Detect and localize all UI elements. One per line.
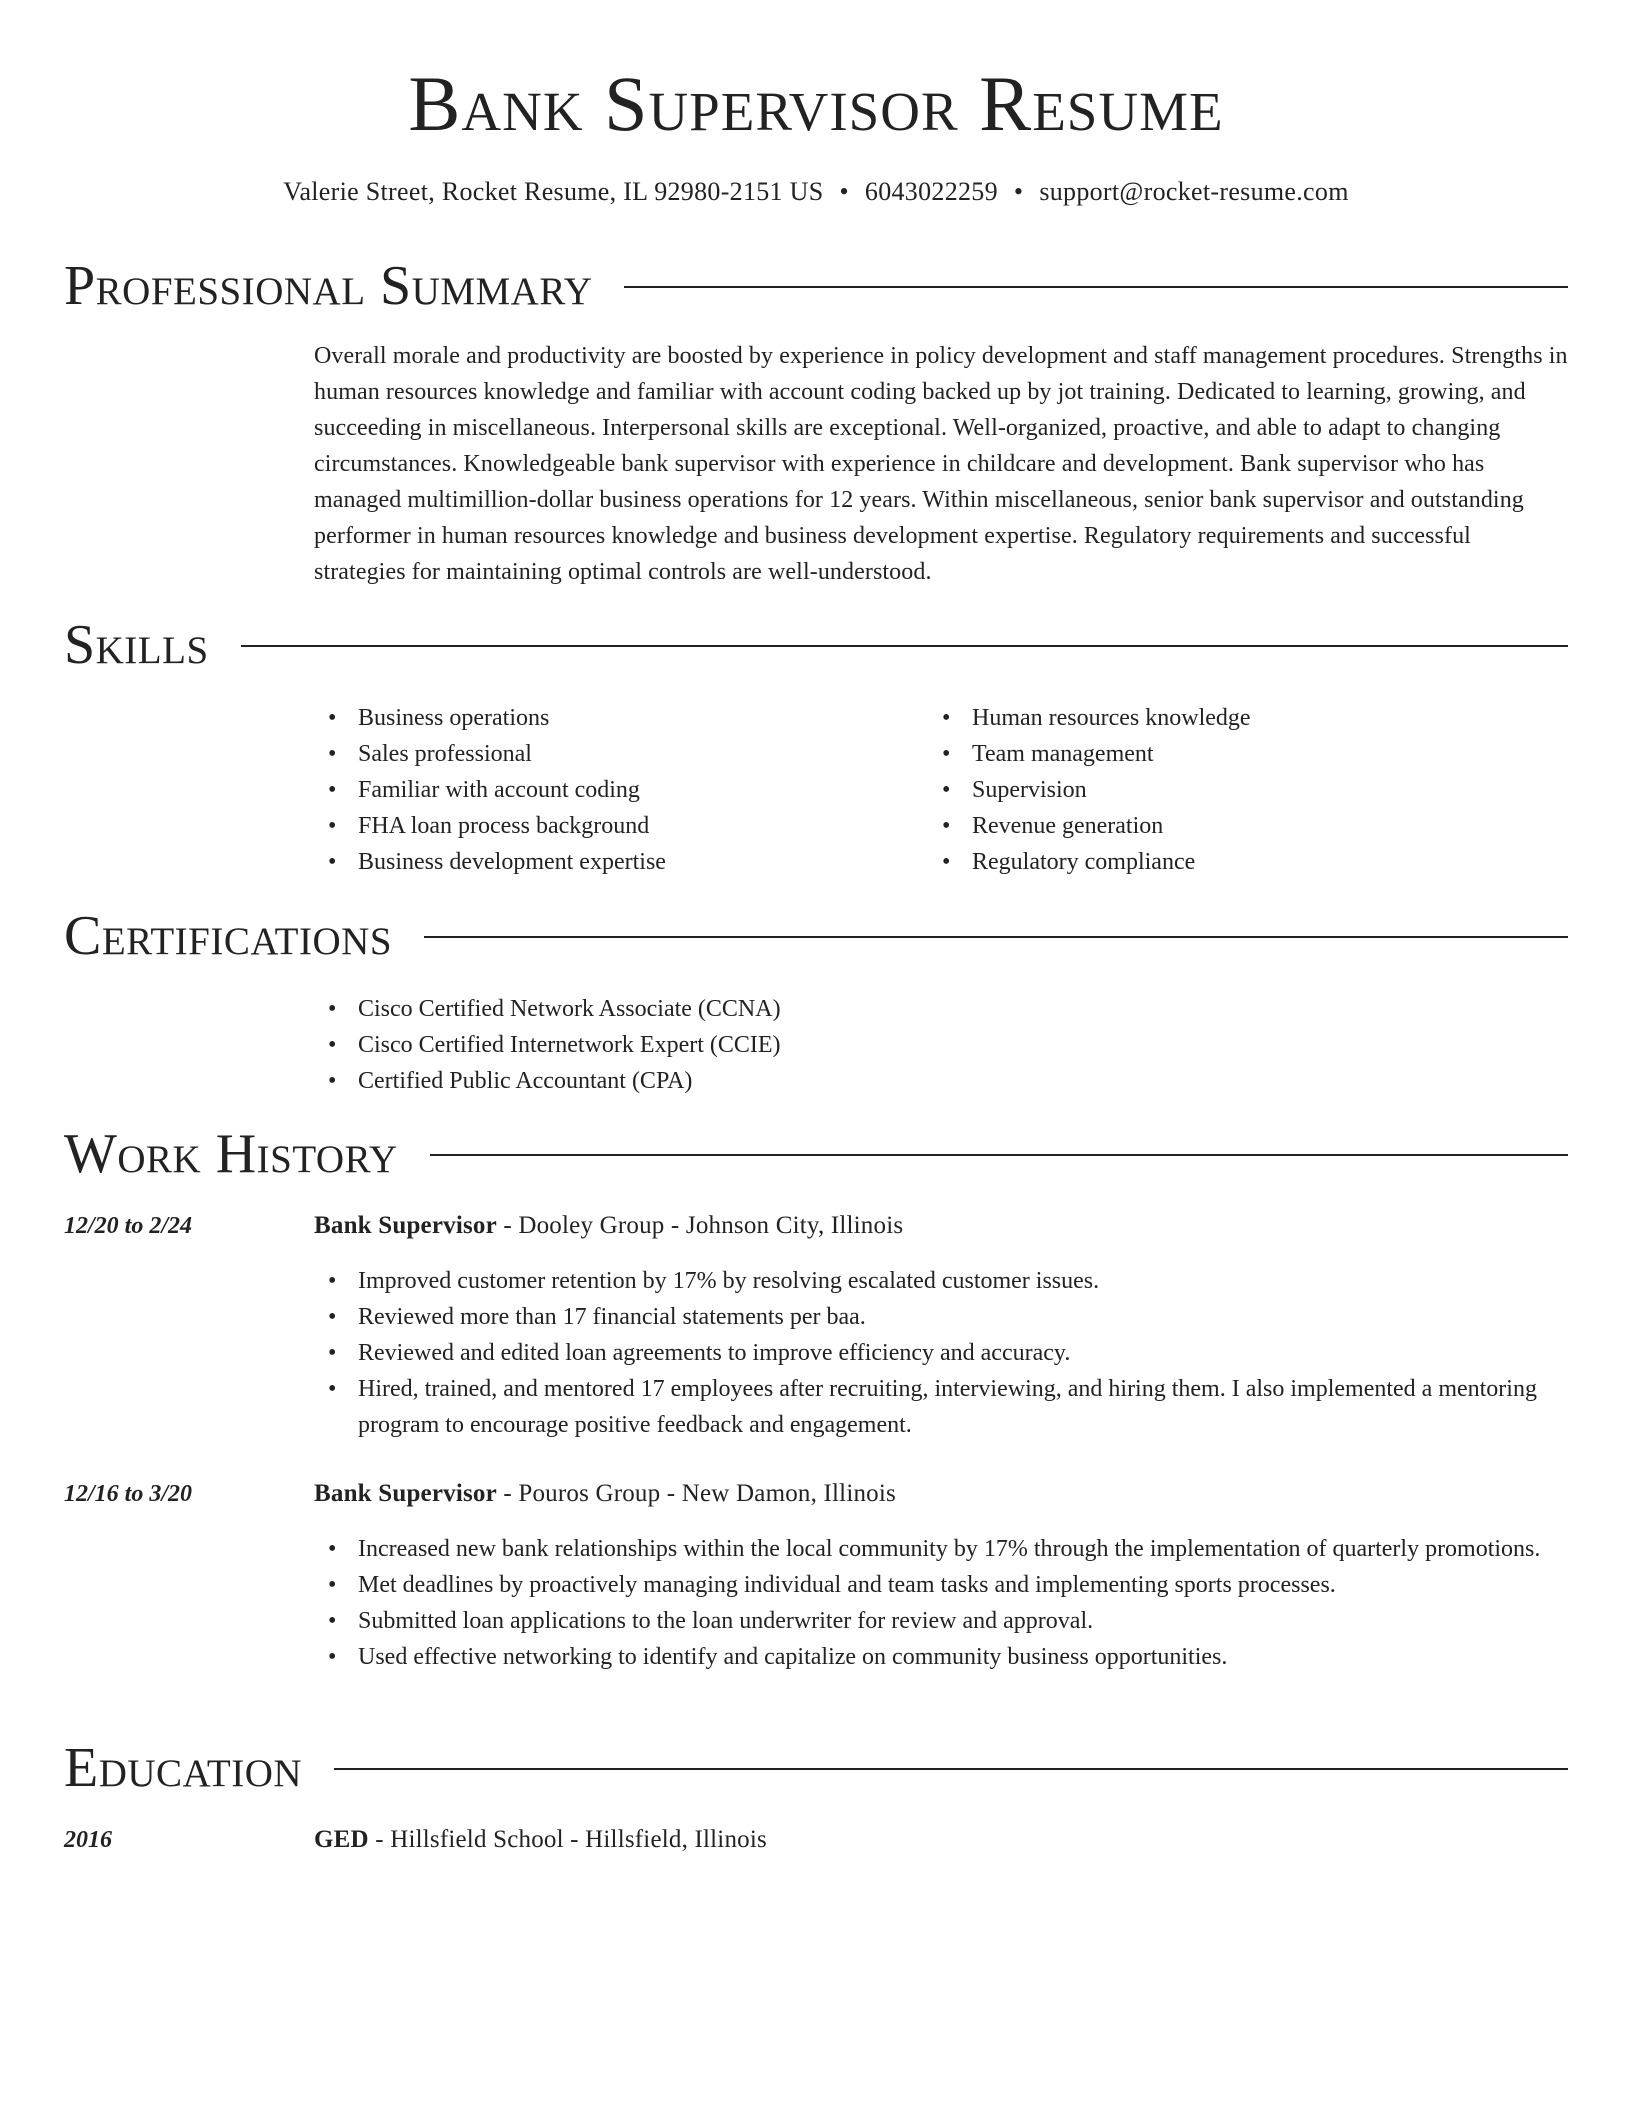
education-school-location: - Hillsfield School - Hillsfield, Illinois (368, 1826, 767, 1853)
job-bullet: • Reviewed and edited loan agreements to improve efficiency and accuracy. (314, 1335, 1568, 1371)
summary-heading: Professional Summary (64, 255, 593, 317)
education-year: 2016 (64, 1827, 112, 1853)
job-bullet: • Used effective networking to identify and capitalize on community business opportunities. (314, 1639, 1568, 1675)
contact-address: Valerie Street, Rocket Resume, IL 92980-2151 US (283, 177, 824, 206)
contact-phone: 6043022259 (864, 177, 998, 206)
job-bullet: • Hired, trained, and mentored 17 employees after recruiting, interviewing, and hiring them. I also implemented a mentoring program to encourage positive feedback and engagement. (314, 1371, 1568, 1443)
certifications-list (314, 991, 1568, 1099)
summary-text: Overall morale and productivity are boosted by experience in policy development and staff management procedures. Strengths in human resources knowledge and familiar with account coding backed up by jot training. Dedicated to learning, growing, and succeeding in miscellaneous. Interpersonal skills are exceptional. Well-organized, proactive, and able to adapt to changing circumstances. Knowledgeable bank supervisor with experience in childcare and development. Bank supervisor who has managed multimillion-dollar business operations for 12 years. Within miscellaneous, senior bank supervisor and outstanding performer in human resources knowledge and business development expertise. Regulatory requirements and successful strategies for maintaining optimal controls are well-understood. (314, 343, 1568, 585)
education-entry (314, 1822, 767, 1858)
job-title: Bank Supervisor (314, 1480, 497, 1507)
skill-item: • Sales professional (314, 736, 914, 772)
job-employer-location: - Pouros Group - New Damon, Illinois (496, 1480, 896, 1507)
job-bullet: • Met deadlines by proactively managing individual and team tasks and implementing sports processes. (314, 1567, 1568, 1603)
section-divider (624, 286, 1568, 288)
education-section-header (64, 1733, 1568, 1803)
skill-item: • Revenue generation (928, 808, 1548, 844)
job-dates: 12/20 to 2/24 (64, 1213, 193, 1239)
skill-item: • Familiar with account coding (314, 772, 914, 808)
section-divider (430, 1154, 1568, 1156)
contact-separator: • (839, 177, 849, 206)
skill-item: • Supervision (928, 772, 1548, 808)
job-bullet: • Improved customer retention by 17% by resolving escalated customer issues. (314, 1263, 1568, 1299)
job-bullet: • Submitted loan applications to the loan underwriter for review and approval. (314, 1603, 1568, 1639)
skills-section-header (64, 610, 1568, 680)
job-bullets (314, 1531, 1568, 1675)
section-divider (424, 936, 1568, 938)
skill-item: • Regulatory compliance (928, 844, 1548, 880)
education-degree: GED (314, 1826, 369, 1853)
skill-item: • Team management (928, 736, 1548, 772)
skills-left-column (314, 700, 914, 880)
certification-item: • Certified Public Accountant (CPA) (314, 1063, 1568, 1099)
certification-item: • Cisco Certified Network Associate (CCNA) (314, 991, 1568, 1027)
summary-section-header (64, 251, 1568, 321)
job-bullet: • Increased new bank relationships within the local community by 17% through the implementation of quarterly promotions. (314, 1531, 1568, 1567)
skill-item: • Business development expertise (314, 844, 914, 880)
section-divider (241, 645, 1568, 647)
job-title-line (314, 1476, 896, 1512)
skills-right-column (928, 700, 1548, 880)
contact-email: support@rocket-resume.com (1039, 177, 1349, 206)
education-heading: Education (64, 1737, 303, 1799)
skills-heading: Skills (64, 614, 209, 676)
section-divider (334, 1768, 1568, 1770)
job-title-line (314, 1208, 903, 1244)
skill-item: • FHA loan process background (314, 808, 914, 844)
job-title: Bank Supervisor (314, 1212, 497, 1239)
work-heading: Work History (64, 1123, 398, 1185)
certifications-section-header (64, 901, 1568, 971)
contact-line (0, 172, 1632, 212)
job-bullets (314, 1263, 1568, 1443)
job-dates: 12/16 to 3/20 (64, 1481, 193, 1507)
work-section-header (64, 1119, 1568, 1189)
skill-item: • Business operations (314, 700, 914, 736)
job-employer-location: - Dooley Group - Johnson City, Illinois (496, 1212, 904, 1239)
certifications-heading: Certifications (64, 905, 393, 967)
skill-item: • Human resources knowledge (928, 700, 1548, 736)
certification-item: • Cisco Certified Internetwork Expert (CCIE) (314, 1027, 1568, 1063)
job-bullet: • Reviewed more than 17 financial statements per baa. (314, 1299, 1568, 1335)
contact-separator: • (1013, 177, 1024, 206)
resume-title: Bank Supervisor Resume (408, 60, 1224, 147)
